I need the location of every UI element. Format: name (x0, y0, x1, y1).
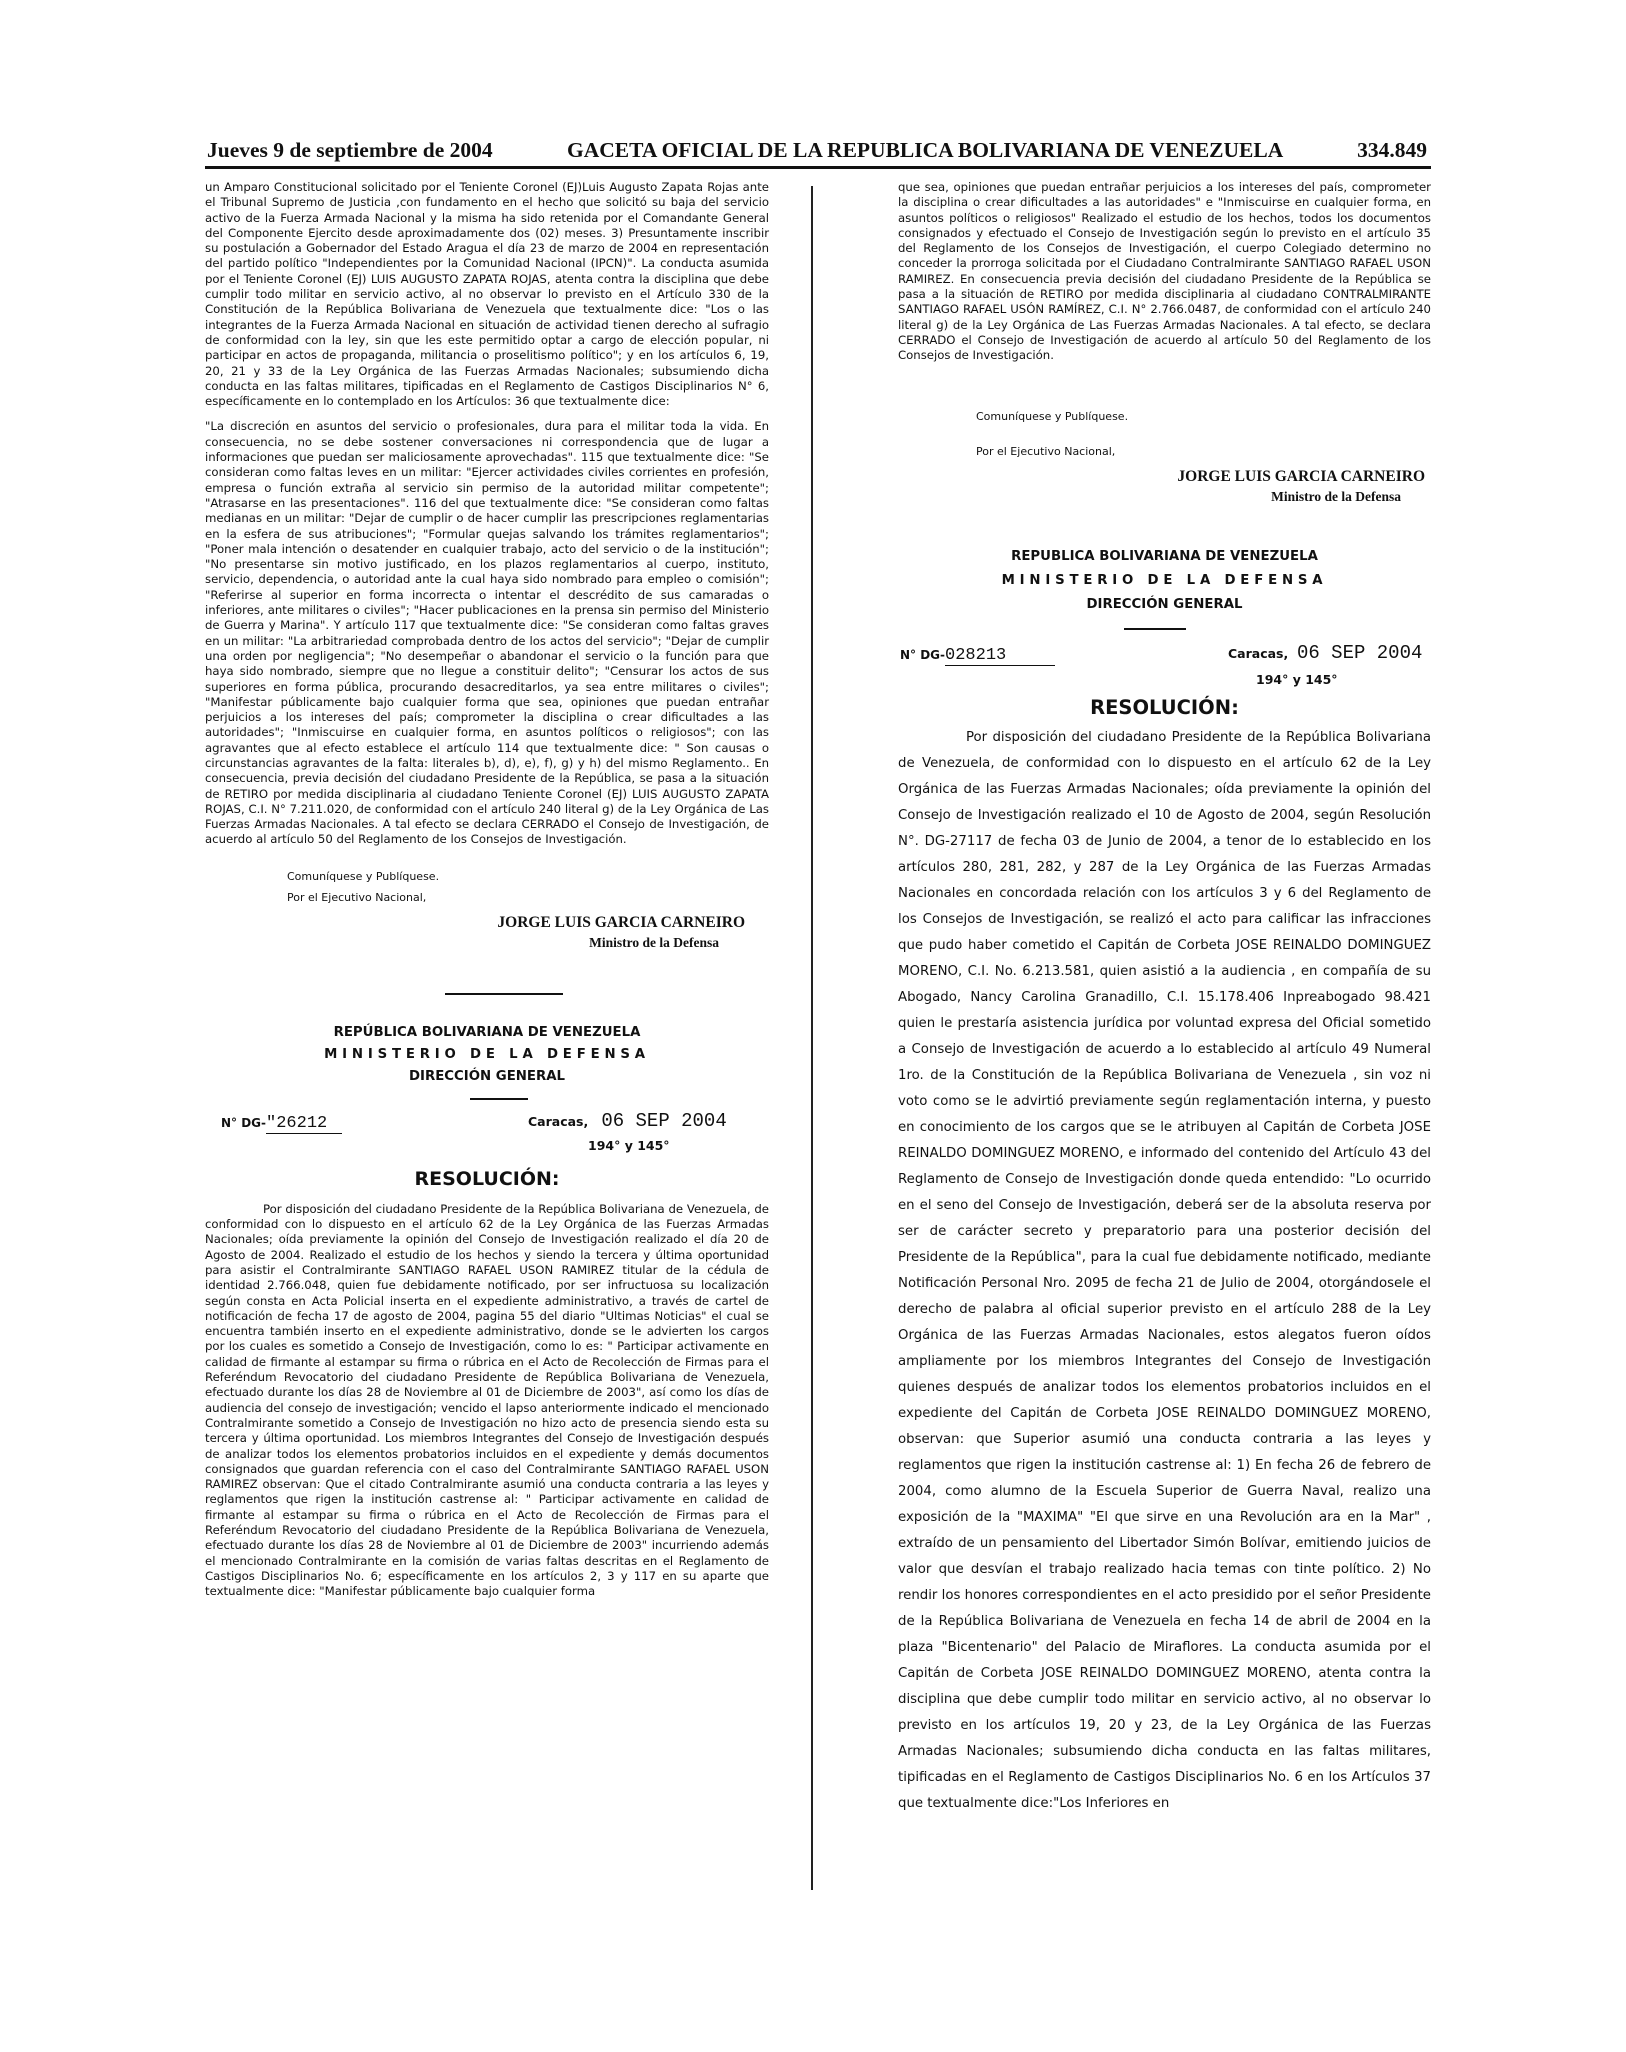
right-short-divider (1124, 628, 1186, 630)
left-minister-title: Ministro de la Defensa (589, 934, 719, 950)
left-org-direction: DIRECCIÓN GENERAL (408, 1068, 566, 1084)
left-years: 194° y 145° (588, 1137, 670, 1153)
right-date: Caracas, 06 SEP 2004 (1228, 641, 1423, 664)
right-minister-name: JORGE LUIS GARCIA CARNEIRO (1177, 467, 1425, 485)
left-paragraph-1: un Amparo Constitucional solicitado por el Teniente Coronel (EJ)Luis Augusto Zapata Rojas ante el Tribunal Supremo de Justicia ,con fundamento en el hecho que solicitó su baja del servicio activo de la Fuerza Armada Nacional y la misma ha sido retenida por el Comandante General del Componente Ejercito desde aproximadamente dos (02) meses. 3) Presuntamente inscribir su postulación a Gobernador del Estado Aragua el día 23 de marzo de 2004 en representación del partido político "Independientes por la Comunidad Nacional (IPCN)". La conducta asumida por el Teniente Coronel (EJ) LUIS AUGUSTO ZAPATA ROJAS, atenta contra la disciplina que debe cumplir todo militar en servicio activo, al no observar lo previsto en el Artículo 330 de la Constitución de la República Bolivariana de Venezuela que textualmente dice: "Los o las integrantes de la Fuerza Armada Nacional en situación de actividad tienen derecho al sufragio de conformidad con la ley, sin que les este permitido optar a cargo de elección popular, ni participar en actos de propaganda, militancia o proselitismo político"; y en los artículos 6, 19, 20, 21 y 33 de la Ley Orgánica de las Fuerzas Armadas Nacionales; subsumiendo dicha conducta en las faltas militares, tipificadas en el Reglamento de Castigos Disciplinarios N° 6, específicamente en lo contemplado en los Artículos: 36 que textualmente dice: (205, 180, 769, 409)
right-resolution-text: Por disposición del ciudadano Presidente de la República Bolivariana de Venezuela, de conformidad con lo dispuesto en el artículo 62 de la Ley Orgánica de las Fuerzas Armadas Nacionales; oída previamente la opinión del Consejo de Investigación realizado el 10 de Agosto de 2004, según Resolución N°. DG-27117 de fecha 03 de Junio de 2004, a tenor de lo establecido en los artículos 280, 281, 282, y 287 de la Ley Orgánica de las Fuerzas Armadas Nacionales en concordada relación con los artículos 3 y 6 del Reglamento de los Consejos de Investigación, se realizó el acto para calificar las infracciones que pudo haber cometido el Capitán de Corbeta JOSE REINALDO DOMINGUEZ MORENO, C.I. No. 6.213.581, quien asistió a la audiencia , en compañía de su Abogado, Nancy Carolina Granadillo, C.I. 15.178.406 Inpreabogado 98.421 quien le prestaría asistencia jurídica por voluntad expresa del Oficial sometido a Consejo de Investigación de acuerdo a lo establecido al artículo 49 Numeral 1ro. de la Constitución de la República Bolivariana de Venezuela , sin voz ni voto como se le advirtió previamente según reglamentación interna, y puesto en conocimiento de los cargos que se le atribuyen al Capitán de Corbeta JOSE REINALDO DOMINGUEZ MORENO, e informado del contenido del Artículo 43 del Reglamento de Consejo de Investigación donde queda entendido: "Lo ocurrido en el seno del Consejo de Investigación, deberá ser de la absoluta reserva por ser de carácter secreto y preparatorio para una posterior decisión del Presidente de la República", para la cual fue debidamente notificado, mediante Notificación Personal Nro. 2095 de fecha 21 de Julio de 2004, otorgándosele el derecho de palabra al oficial superior previsto en el artículo 288 de la Ley Orgánica de las Fuerzas Armadas Nacionales, estos alegatos fueron oídos ampliamente por los miembros Integrantes del Consejo de Investigación quienes después de analizar todos los elementos probatorios incluidos en el expediente del Capitán de Corbeta JOSE REINALDO DOMINGUEZ MORENO, observan: que Superior asumió una conducta contraria a las leyes y reglamentos que rigen la institución castrense al: 1) En fecha 26 de febrero de 2004, como alumno de la Escuela Superior de Guerra Naval, realizo una exposición de la "MAXIMA" "El que sirve en una Revolución ara en la Mar" , extraído de un pensamiento del Libertador Simón Bolívar, emitiendo juicios de valor que desvían el trabajo realizado hacia temas con tinte político. 2) No rendir los honores correspondientes en el acto presidido por el señor Presidente de la República Bolivariana de Venezuela en fecha 14 de abril de 2004 en la plaza "Bicentenario" del Palacio de Miraflores. La conducta asumida por el Capitán de Corbeta JOSE REINALDO DOMINGUEZ MORENO, atenta contra la disciplina que debe cumplir todo militar en servicio activo, al no observar lo previsto en los artículos 19, 20 y 23, de la Ley Orgánica de las Fuerzas Armadas Nacionales; subsumiendo dicha conducta en las faltas militares, tipificadas en el Reglamento de Castigos Disciplinarios No. 6 en los Artículos 37 que textualmente dice:"Los Inferiores en (898, 729, 1431, 1811)
right-years: 194° y 145° (1256, 671, 1338, 687)
right-resolution-number-row (898, 640, 1431, 694)
header-title: GACETA OFICIAL DE LA REPUBLICA BOLIVARIANA DE VENEZUELA (567, 138, 1284, 162)
right-org-ministry: MINISTERIO DE LA DEFENSA (1001, 572, 1328, 588)
left-resolution-number-row (205, 1110, 769, 1166)
gazette-header (205, 136, 1431, 169)
right-date-stamp: 06 SEP 2004 (1296, 641, 1423, 664)
right-minister-title: Ministro de la Defensa (1271, 488, 1401, 504)
left-divider (445, 993, 563, 995)
left-paragraph-2: "La discreción en asuntos del servicio o profesionales, dura para el militar toda la vida. En consecuencia, no se debe sostener conversaciones ni correspondencia que de lugar a informaciones que puedan ser maliciosamente aprovechadas". 115 que textualmente dice: "Se consideran como faltas leves en un militar: "Ejercer actividades civiles corrientes en profesión, empresa o función extraña al servicio sin permiso de la autoridad militar competente"; "Atrasarse en las presentaciones". 116 del que textualmente dice: "Se consideran como faltas medianas en un militar: "Dejar de cumplir o de hacer cumplir las prescripciones reglamentarias en la esfera de sus atribuciones"; "Formular quejas salvando los trámites reglamentarios"; "Poner mala intención o desatender en cualquier trabajo, acto del servicio o de la institución"; "No presentarse sin motivo justificado, en los plazos reglamentarios al cuerpo, instituto, servicio, dependencia, o autoridad ante la cual haya sido nombrado para empleo o comisión"; "Referirse al superior en forma incorrecta o intentar el descrédito de sus camaradas o inferiores, ante militares o civiles"; "Hacer publicaciones en la prensa sin permiso del Ministerio de Guerra y Marina". Y artículo 117 que textualmente dice: "Se consideran como faltas graves en un militar: "La arbitrariedad comprobada dentro de los actos del servicio"; "Dejar de cumplir una orden por negligencia"; "No desempeñar o abandonar el servicio o la función para que haya sido nombrado, siempre que no llegue a constituir delito"; "Censurar los actos de sus superiores en forma pública, procurando desacreditarlos, ya sea entre militares o civiles"; "Manifestar públicamente bajo cualquier forma que sea, opiniones que puedan entrañar perjuicios a los intereses del país; comprometer la disciplina o crear dificultades a las autoridades"; "Inmiscuirse en cualquier forma, en asuntos políticos o religiosos"; con las agravantes que al efecto establece el artículo 114 que textualmente dice: " Son causas o circunstancias agravantes de la falta: literales b), d), e), f), g) y h) del mismo Reglamento.. En consecuencia, previa decisión del ciudadano Presidente de la República, se pasa a la situación de RETIRO por medida disciplinaria al ciudadano Teniente Coronel (EJ) LUIS AUGUSTO ZAPATA ROJAS, C.I. N° 7.211.020, de conformidad con el artículo 240 literal g) de la Ley Orgánica de Las Fuerzas Armadas Nacionales. A tal efecto se declara CERRADO el Consejo de Investigación, de acuerdo al artículo 50 del Reglamento de los Consejos de Investigación. (205, 419, 769, 847)
column-divider (811, 186, 813, 1890)
right-org-republic: REPUBLICA BOLIVARIANA DE VENEZUELA (1011, 548, 1318, 564)
right-resolution-title: RESOLUCIÓN: (1090, 695, 1239, 719)
left-org-ministry: MINISTERIO DE LA DEFENSA (324, 1046, 650, 1062)
left-date-stamp: 06 SEP 2004 (601, 1109, 727, 1132)
right-org-direction: DIRECCIÓN GENERAL (1086, 596, 1243, 612)
right-paragraph-1: que sea, opiniones que puedan entrañar perjuicios a los intereses del país, comprometer la disciplina o crear dificultades a las autoridades" e "Inmiscuirse en cualquier forma, en asuntos políticos o religiosos" Realizado el estudio de los hechos, todos los documentos consignados y efectuado el Consejo de Investigación según lo previsto en el artículo 35 del Reglamento de los Consejos de Investigación, el cuerpo Colegiado determino no conceder la prorroga solicitada por el Ciudadano Contralmirante SANTIAGO RAFAEL USON RAMIREZ. En consecuencia previa decisión del ciudadano Presidente de la República se pasa a la situación de RETIRO por medida disciplinaria al ciudadano CONTRALMIRANTE SANTIAGO RAFAEL USÓN RAMÍREZ, C.I. N° 2.766.0487, de conformidad con el artículo 240 literal g) de la Ley Orgánica de Las Fuerzas Armadas Nacionales. A tal efecto, se declara CERRADO el Consejo de Investigación de acuerdo al artículo 50 del Reglamento de los Consejos de Investigación. (898, 180, 1431, 363)
right-por-ejecutivo: Por el Ejecutivo Nacional, (976, 444, 1116, 458)
left-por-ejecutivo: Por el Ejecutivo Nacional, (287, 890, 427, 904)
left-short-divider (470, 1098, 528, 1100)
left-date: Caracas, 06 SEP 2004 (528, 1109, 727, 1132)
right-comuniquese: Comuníquese y Publíquese. (976, 409, 1129, 423)
right-number: N° DG-028213 (900, 646, 1055, 666)
left-number: N° DG-"26212 (221, 1114, 342, 1134)
left-column (205, 180, 769, 1599)
left-minister-name: JORGE LUIS GARCIA CARNEIRO (497, 913, 745, 931)
left-resolution-title: RESOLUCIÓN: (414, 1167, 560, 1190)
page-number: 334.849 (1357, 138, 1427, 162)
right-column (898, 180, 1431, 1817)
header-date: Jueves 9 de septiembre de 2004 (207, 138, 493, 162)
left-comuniquese: Comuníquese y Publíquese. (287, 869, 440, 883)
left-resolution-text: Por disposición del ciudadano Presidente de la República Bolivariana de Venezuela, de conformidad con lo dispuesto en el artículo 62 de la Ley Orgánica de las Fuerzas Armadas Nacionales; oída previamente la opinión del Consejo de Investigación realizado el día 20 de Agosto de 2004. Realizado el estudio de los hechos y siendo la tercera y última oportunidad para asistir el Contralmirante SANTIAGO RAFAEL USON RAMIREZ titular de la cédula de identidad 2.766.048, quien fue debidamente notificado, por ser infructuosa su localización según consta en Acta Policial inserta en el expediente administrativo, a través de cartel de notificación de fecha 17 de agosto de 2004, pagina 55 del diario "Ultimas Noticias" el cual se encuentra también inserto en el expediente administrativo, donde se le advierten los cargos por los cuales es sometido a Consejo de Investigación, como lo es: " Participar activamente en calidad de firmante al estampar su firma o rúbrica en el Acto de Recolección de Firmas para el Referéndum Revocatorio del ciudadano Presidente de República Bolivariana de Venezuela, efectuado durante los días 28 de Noviembre al 01 de Diciembre de 2003", así como los días de audiencia del consejo de investigación; vencido el lapso anteriormente indicado el mencionado Contralmirante sometido a Consejo de Investigación no hizo acto de presencia siendo esta su tercera y última oportunidad. Los miembros Integrantes del Consejo de Investigación después de analizar todos los elementos probatorios incluidos en el expediente y demás documentos consignados que guardan referencia con el caso del Contralmirante SANTIAGO RAFAEL USON RAMIREZ observan: Que el citado Contralmirante asumió una conducta contraria a las leyes y reglamentos que rigen la institución castrense al: " Participar activamente en calidad de firmante al estampar su firma o rúbrica en el Acto de Recolección de Firmas para el Referéndum Revocatorio del ciudadano Presidente de la República Bolivariana de Venezuela, efectuado durante los días 28 de Noviembre al 01 de Diciembre de 2003" incurriendo además el mencionado Contralmirante en la comisión de varias faltas descritas en el Reglamento de Castigos Disciplinarios No. 6; específicamente en los artículos 2, 3 y 117 en su aparte que textualmente dice: "Manifestar públicamente bajo cualquier forma (205, 1201, 769, 1599)
left-org-republic: REPÚBLICA BOLIVARIANA DE VENEZUELA (333, 1024, 641, 1040)
